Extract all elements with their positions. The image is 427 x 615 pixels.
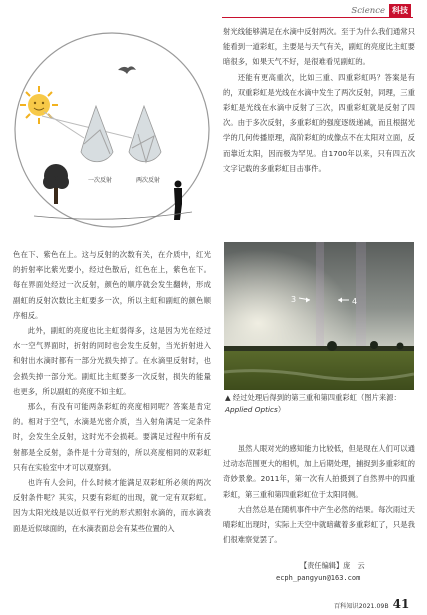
caption-source: Applied Optics [225,404,278,414]
page-number: 41 [392,597,410,611]
editor-email: ecph_pangyun@163.com [276,574,361,582]
section-label-cn: 科技 [389,4,411,17]
paragraph: 还能有更高重次，比如三重、四重彩虹吗？答案是有的，双重彩虹是光线在水滴中发生了两次反射，同理，三重彩虹是光线在水滴中反射了三次，四重彩虹就是反射了四次。由于多次反射，多重彩虹的强度逐级递减，而且根据光学的几何传播原理，高阶彩虹的成像点不在太阳对立面，反而靠近太阳，因而极为罕见。自1700年以来，只有四五次文字记载的多重彩虹目击事件。 [223,72,415,173]
photo-caption [225,392,415,415]
paragraph: 色在下、紫色在上。这与反射的次数有关，在介质中，红光的折射率比紫光要小，经过色散后，红色在上，紫色在下。每在界面处经过一次反射，颜色的顺序就会发生翻转，形成副虹的反射次数比主虹要多一次，所以主虹和副虹的颜色顺序相反。 [13,250,211,320]
page-footer [334,597,409,611]
label-double-reflection: 两次反射 [136,177,161,184]
left-column-body [13,247,211,536]
header-rule [222,17,413,18]
right-column-top [223,24,415,176]
paragraph: 虽然人眼对光的感知能力比较低，但是现在人们可以通过动态范围更大的相机，加上后期处理，捕捉到多重彩虹的奇妙景象。2011年，第一次有人拍摄到了自然界中的四重彩虹，第三重和第四重彩虹位于太阳同侧。 [223,444,415,499]
label-third-rainbow: 3 [291,295,297,304]
right-column-bottom [223,441,415,547]
section-label-en: Science [351,5,385,16]
paragraph: 此外，副虹的亮度也比主虹弱得多，这是因为光在经过水一空气界面时，折射的同时也会发生反射，当光折射进入和射出水滴时都有一部分光损失掉了。在水滴里反射时，也会损失掉一部分光。副虹比主虹要多一次反射，损失的能量也更多，所以副虹的亮度不如主虹。 [13,326,211,396]
label-fourth-rainbow: 4 [352,297,358,306]
paragraph: 那么，有没有可能两条彩虹的亮度相同呢？答案是肯定的。相对于空气，水滴是光密介质，当入射角满足一定条件时，会发生全反射，这时光不会损耗。要满足过程中所有反射都是全反射，条件是十分苛刻的，所以亮度相同的双彩虹只有在实验室中才可以观察到。 [13,402,211,472]
paragraph: 也许有人会问，什么时候才能满足双彩虹所必须的两次反射条件呢？其实，只要有彩虹的出现，就一定有双彩虹。因为太阳光线是以近似平行光的形式照射水滴的，而水滴表面是近似球面的，在水滴表面总会有某些位置的入 [13,478,211,533]
label-single-reflection: 一次反射 [88,177,113,184]
rainbow-reflection-illustration [14,20,212,242]
caption-text: ▲ 经过处理后得到的第三重和第四重彩虹（图片来源： [225,393,401,402]
multiple-rainbow-photo [224,242,414,390]
issue-info: 百科知识2021.09B [334,603,389,610]
paragraph: 大自然总是在随机事件中产生必然的结果。每次雨过天晴彩虹出现时，实际上天空中就暗藏着多重彩虹了，只是我们很难察觉罢了。 [223,504,415,545]
section-header [351,4,411,17]
paragraph: 射光线能够满足在水滴中反射两次。至于为什么我们通常只能看到一道彩虹，主要是与天气有关，副虹的亮度比主虹要暗很多，如果天气不好，是很难看见副虹的。 [223,27,415,67]
caption-close: ） [277,404,286,414]
editor-credit: 【责任编辑】庞 云 [300,561,365,570]
